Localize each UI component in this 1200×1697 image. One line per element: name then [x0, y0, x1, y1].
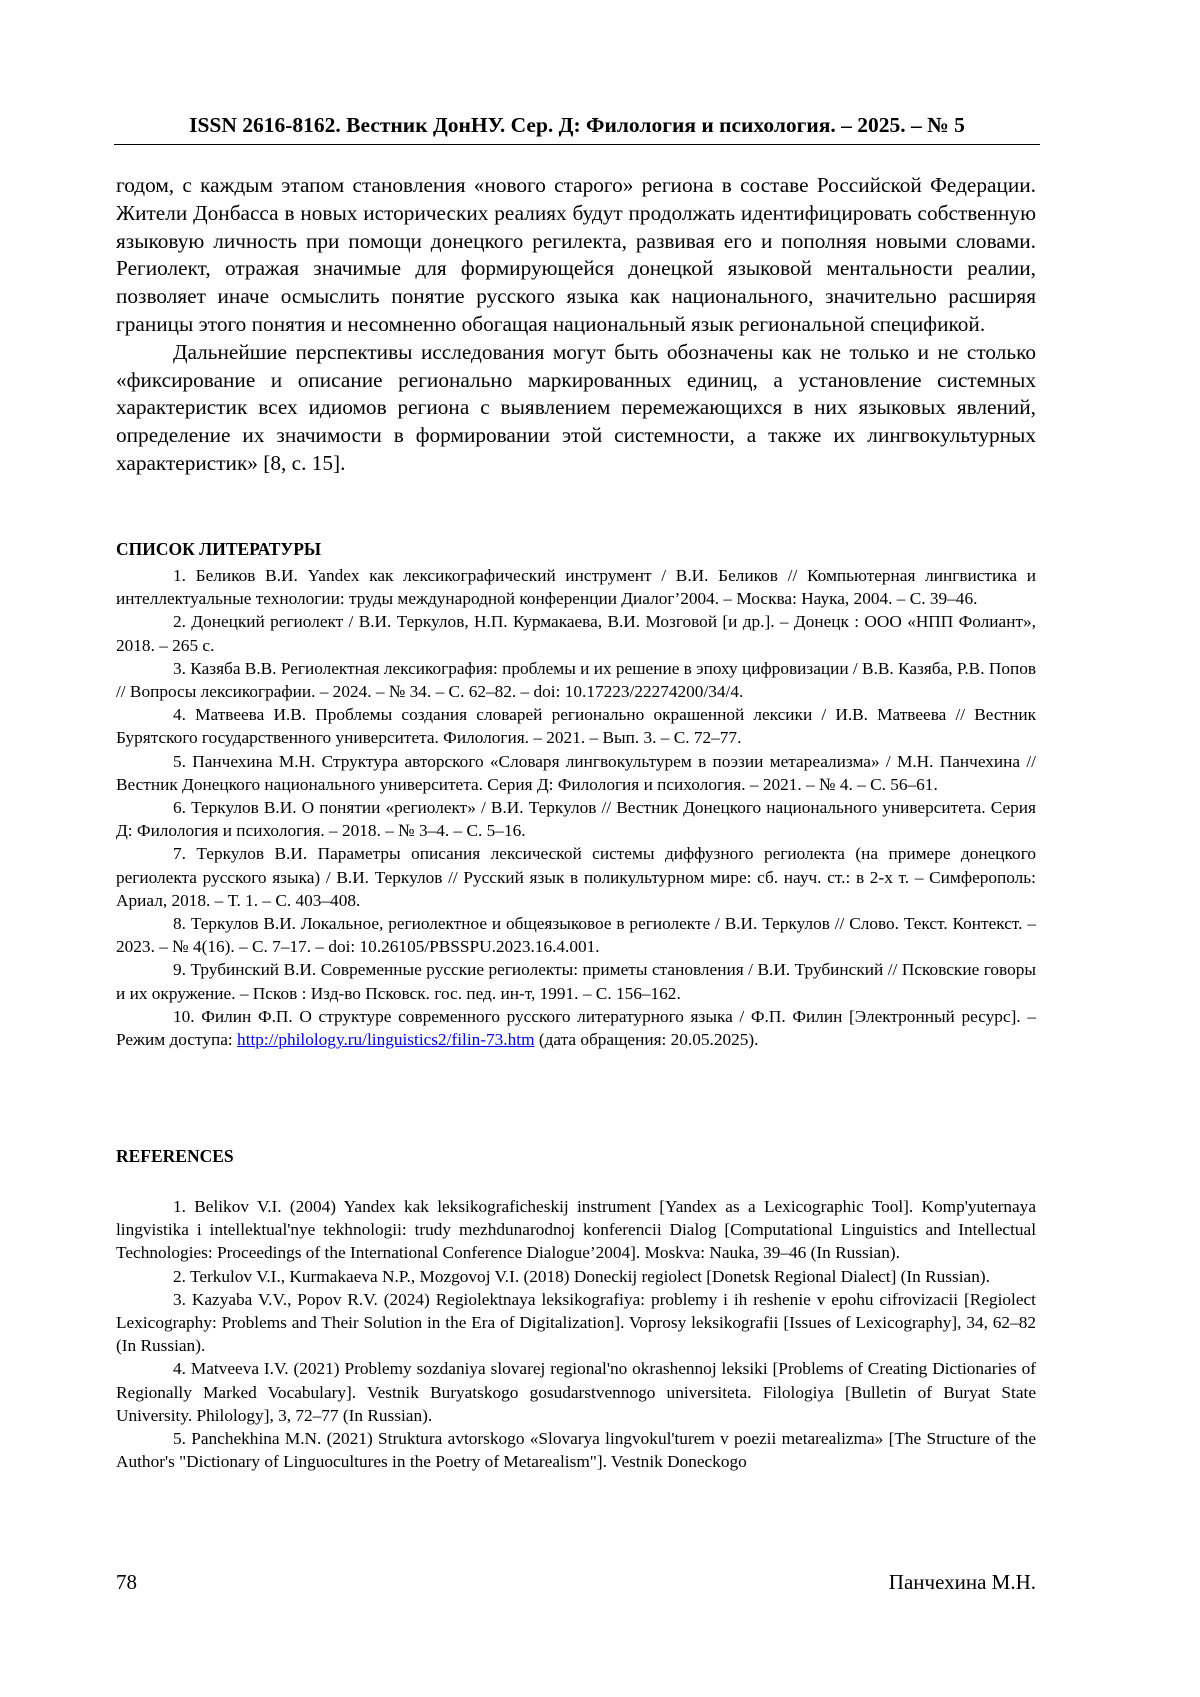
- literature-list: [116, 564, 1036, 1051]
- running-header: ISSN 2616-8162. Вестник ДонНУ. Сер. Д: Филология и психология. – 2025. – № 5: [114, 112, 1040, 145]
- reference-item: 2. Terkulov V.I., Kurmakaeva N.P., Mozgovoj V.I. (2018) Doneckij regiolect [Donetsk Regional Dialect] (In Russian).: [173, 1266, 990, 1286]
- literature-item-10-text: 10. Филин Ф.П. О структуре современного русского литературного языка / Ф.П. Филин [Электронный ресурс]. – Режим доступа:: [116, 1006, 1036, 1050]
- page-number: 78: [116, 1570, 137, 1594]
- reference-item: 1. Belikov V.I. (2004) Yandex kak leksikograficheskij instrument [Yandex as a Lexicographic Tool]. Komp'yuternaya lingvistika i intellektual'nye tekhnologii: trudy mezhdunarodnoj konferencii Dialog [Computational Linguistics and Intellectual Technologies: Proceedings of the International Conference Dialogue’2004]. Moskva: Nauka, 39–46 (In Russian).: [116, 1197, 1036, 1263]
- references-heading: REFERENCES: [116, 1146, 234, 1166]
- literature-item: 4. Матвеева И.В. Проблемы создания словарей регионально окрашенной лексики / И.В. Матвеева // Вестник Бурятского государственного университета. Филология. – 2021. – Вып. 3. – С. 72–77.: [116, 705, 1036, 748]
- literature-item: 5. Панчехина М.Н. Структура авторского «Словаря лингвокультурем в поэзии метареализма» / М.Н. Панчехина // Вестник Донецкого национального университета. Серия Д: Филология и психология. – 2021. – № 4. – С. 56–61.: [116, 751, 1036, 794]
- literature-item: 8. Теркулов В.И. Локальное, региолектное и общеязыковое в региолекте / В.И. Теркулов // Слово. Текст. Контекст. – 2023. – № 4(16). – С. 7–17. – doi: 10.26105/PBSSPU.2023.16.4.001.: [116, 914, 1036, 957]
- literature-item-10-link[interactable]: http://philology.ru/linguistics2/filin-73.htm: [237, 1030, 535, 1050]
- literature-item-10-suffix: (дата обращения: 20.05.2025).: [534, 1030, 759, 1050]
- reference-item: 5. Panchekhina M.N. (2021) Struktura avtorskogo «Slovarya lingvokul'turem v poezii metarealizma» [The Structure of the Author's "Dictionary of Linguocultures in the Poetry of Metarealism"]. Vestnik Doneckogo: [116, 1429, 1036, 1472]
- literature-heading: СПИСОК ЛИТЕРАТУРЫ: [116, 539, 322, 559]
- body-text: [116, 172, 1036, 478]
- reference-item: 3. Kazyaba V.V., Popov R.V. (2024) Regiolektnaya leksikografiya: problemy i ih reshenie v epohu cifrovizacii [Regiolect Lexicography: Problems and Their Solution in the Era of Digitalization]. Voprosy leksikografii [Issues of Lexicography], 34, 62–82 (In Russian).: [116, 1289, 1036, 1356]
- references-list: [116, 1195, 1036, 1473]
- reference-item: 4. Matveeva I.V. (2021) Problemy sozdaniya slovarej regional'no okrashennoj leksiki [Problems of Creating Dictionaries of Regionally Marked Vocabulary]. Vestnik Buryatskogo gosudarstvennogo universiteta. Filologiya [Bulletin of Buryat State University. Philology], 3, 72–77 (In Russian).: [116, 1359, 1036, 1425]
- body-paragraph-2: Дальнейшие перспективы исследования могут быть обозначены как не только и не столько «фиксирование и описание регионально маркированных единиц, а установление системных характеристик всех идиомов региона с выявлением перемежающихся в них языковых явлений, определение их значимости в формировании этой системности, а также их лингвокультурных характеристик» [8, с. 15].: [116, 339, 1036, 475]
- literature-item-10: [116, 1005, 1036, 1051]
- literature-item: 3. Казяба В.В. Региолектная лексикография: проблемы и их решение в эпоху цифровизации / В.В. Казяба, Р.В. Попов // Вопросы лексикографии. – 2024. – № 34. – С. 62–82. – doi: 10.17223/22274200/34/4.: [116, 658, 1037, 702]
- literature-item: 2. Донецкий региолект / В.И. Теркулов, Н.П. Курмакаева, В.И. Мозговой [и др.]. – Донецк : ООО «НПП Фолиант», 2018. – 265 с.: [116, 612, 1036, 655]
- body-paragraph-1: годом, с каждым этапом становления «нового старого» региона в составе Российской Федерации. Жители Донбасса в новых исторических реалиях будут продолжать идентифицировать собственную языковую личность при помощи донецкого регилекта, развивая его и пополняя новыми словами. Региолект, отражая значимые для формирующейся донецкой языковой ментальности реалии, позволяет иначе осмыслить понятие русского языка как национального, значительно расширяя границы этого понятия и несомненно обогащая национальный язык региональной спецификой.: [116, 173, 1036, 336]
- literature-item: 1. Беликов В.И. Yandex как лексикографический инструмент / В.И. Беликов // Компьютерная лингвистика и интеллектуальные технологии: труды международной конференции Диалог’2004. – Москва: Наука, 2004. – С. 39–46.: [116, 566, 1036, 609]
- literature-item: 7. Теркулов В.И. Параметры описания лексической системы диффузного региолекта (на примере донецкого региолекта русского языка) / В.И. Теркулов // Русский язык в поликультурном мире: сб. науч. ст.: в 2-х т. – Симферополь: Ариал, 2018. – Т. 1. – С. 403–408.: [116, 844, 1036, 910]
- footer-author: Панчехина М.Н.: [888, 1570, 1036, 1594]
- literature-item: 9. Трубинский В.И. Современные русские региолекты: приметы становления / В.И. Трубинский // Псковские говоры и их окружение. – Псков : Изд-во Псковск. гос. пед. ин-т, 1991. – С. 156–162.: [116, 960, 1036, 1003]
- literature-item: 6. Теркулов В.И. О понятии «региолект» / В.И. Теркулов // Вестник Донецкого национального университета. Серия Д: Филология и психология. – 2018. – № 3–4. – С. 5–16.: [116, 798, 1036, 841]
